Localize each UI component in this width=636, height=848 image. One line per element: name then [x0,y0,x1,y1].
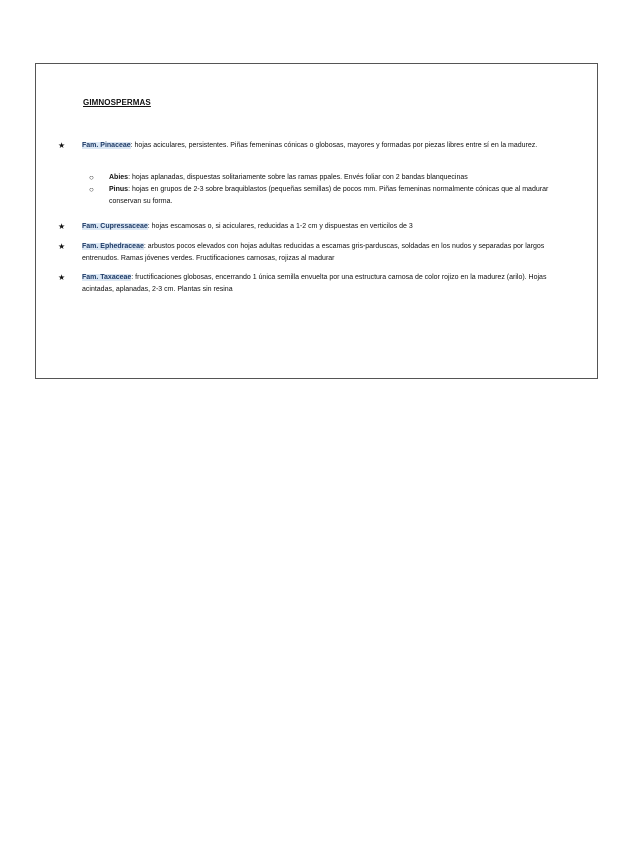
star-bullet-icon: ★ [58,141,66,150]
family-description: : arbustos pocos elevados con hojas adultas reducidas a escamas gris-parduscas, soldadas en los nudos y separadas por largos entrenudos. Ramas jóvenes verdes. Fructificaciones carnosas, rojizas al madurar [82,243,545,262]
entry-taxaceae [58,272,578,296]
entry-text [82,221,578,233]
entry-pinaceae [58,140,578,152]
entry-ephedraceae [58,241,578,265]
entry-text [82,272,578,296]
entry-text [82,140,578,152]
family-name: Fam. Taxaceae [82,274,132,281]
star-bullet-icon: ★ [58,222,66,231]
circle-bullet-icon: ○ [89,185,94,194]
document-frame [35,63,598,379]
subentry-pinus [89,184,559,208]
genus-name: Abies [109,174,129,181]
genus-name: Pinus [109,186,129,193]
family-name: Fam. Cupressaceae [82,223,148,230]
family-description: : fructificaciones globosas, encerrando 1 única semilla envuelta por una estructura carnosa de color rojizo en la madurez (arilo). Hojas acintadas, aplanadas, 2-3 cm. Plantas sin resina [82,274,547,293]
star-bullet-icon: ★ [58,242,66,251]
subentry-text [109,184,559,208]
subentry-abies [89,172,559,184]
entry-cupressaceae [58,221,578,233]
subentry-text [109,172,559,184]
genus-description: : hojas en grupos de 2-3 sobre braquiblastos (pequeñas semillas) de pocos mm. Piñas femeninas normalmente cónicas que al madurar conservan su forma. [109,186,549,205]
entry-text [82,241,578,265]
circle-bullet-icon: ○ [89,173,94,182]
family-description: : hojas aciculares, persistentes. Piñas femeninas cónicas o globosas, mayores y formadas por piezas libres entre sí en la madurez. [130,142,538,149]
genus-description: : hojas aplanadas, dispuestas solitariamente sobre las ramas ppales. Envés foliar con 2 bandas blanquecinas [128,174,468,181]
family-name: Fam. Pinaceae [82,142,131,149]
family-description: : hojas escamosas o, si aciculares, reducidas a 1-2 cm y dispuestas en verticilos de 3 [147,223,413,230]
star-bullet-icon: ★ [58,273,66,282]
document-title: GIMNOSPERMAS [83,98,151,107]
family-name: Fam. Ephedraceae [82,243,144,250]
